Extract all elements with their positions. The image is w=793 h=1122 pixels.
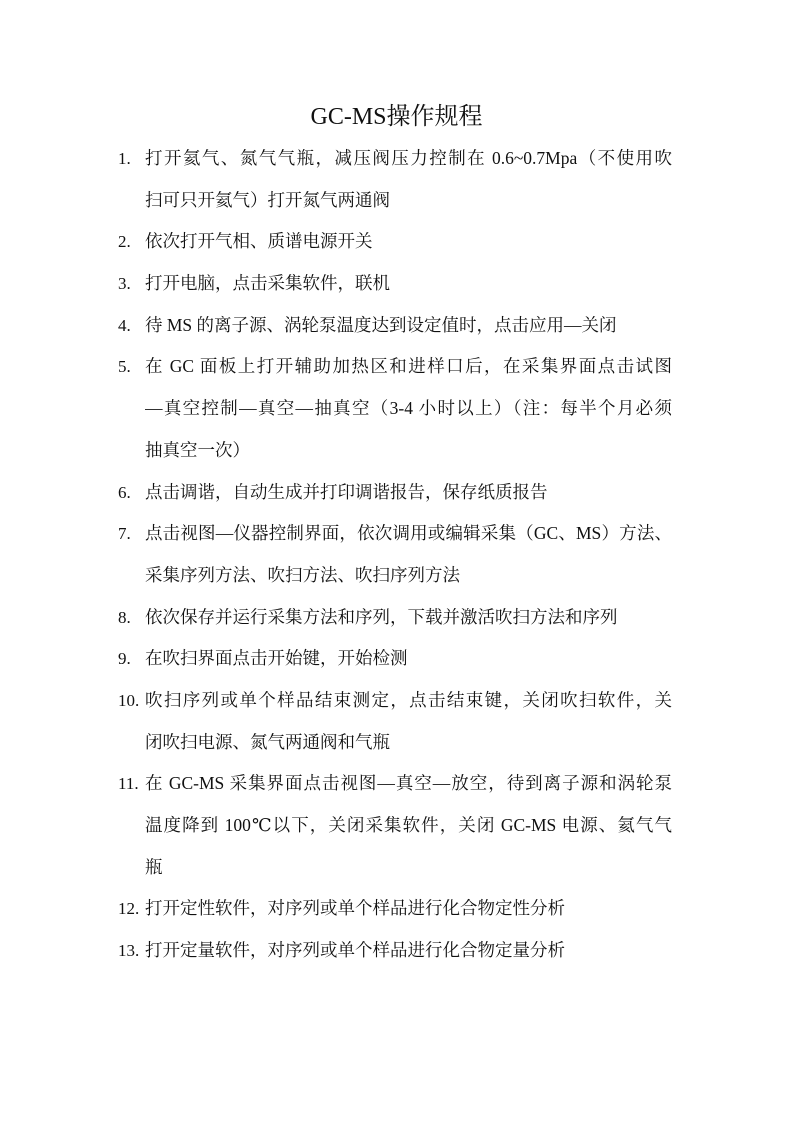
list-item: [118, 930, 674, 972]
list-item: [118, 138, 674, 221]
item-text-line: 扫可只开氦气）打开氮气两通阀: [145, 189, 390, 210]
item-text-line: 待 MS 的离子源、涡轮泵温度达到设定值时，点击应用—关闭: [145, 314, 617, 335]
procedure-list: [118, 138, 674, 972]
item-text-line: 温度降到 100℃以下，关闭采集软件，关闭 GC-MS 电源、氦气气: [145, 815, 672, 835]
item-text-line: 在吹扫界面点击开始键，开始检测: [145, 648, 408, 669]
item-number: 5.: [118, 357, 131, 377]
list-item: [118, 346, 674, 471]
list-item: [118, 597, 674, 639]
item-text-line: 打开定量软件，对序列或单个样品进行化合物定量分析: [145, 940, 565, 961]
list-item: [118, 888, 674, 930]
item-text-line: 在 GC 面板上打开辅助加热区和进样口后，在采集界面点击试图: [145, 356, 672, 377]
item-text-line: 依次保存并运行采集方法和序列，下载并激活吹扫方法和序列: [145, 606, 618, 627]
list-item: [118, 221, 674, 263]
item-text-line: —真空控制—真空—抽真空（3-4 小时以上）（注：每半个月必须: [145, 398, 672, 419]
item-text-line: 打开定性软件，对序列或单个样品进行化合物定性分析: [145, 898, 565, 919]
item-text-line: 采集序列方法、吹扫方法、吹扫序列方法: [145, 564, 460, 585]
list-item: [118, 763, 674, 888]
item-number: 7.: [118, 524, 131, 544]
item-number: 4.: [118, 315, 131, 335]
item-number: 11.: [118, 774, 139, 794]
item-number: 8.: [118, 607, 131, 627]
item-number: 3.: [118, 274, 131, 294]
item-text-line: 在 GC-MS 采集界面点击视图—真空—放空，待到离子源和涡轮泵: [145, 773, 672, 794]
item-text-line: 瓶: [145, 856, 163, 877]
item-number: 10.: [118, 690, 140, 710]
page-title: GC-MS操作规程: [310, 104, 483, 130]
list-item: [118, 305, 674, 347]
item-text-line: 抽真空一次）: [145, 439, 250, 460]
item-number: 13.: [118, 941, 140, 961]
item-number: 2.: [118, 232, 131, 252]
list-item: [118, 472, 674, 514]
list-item: [118, 513, 674, 596]
item-text-line: 依次打开气相、质谱电源开关: [145, 231, 373, 252]
item-text-line: 打开氦气、氮气气瓶，减压阀压力控制在 0.6~0.7Mpa（不使用吹: [145, 148, 672, 168]
list-item: [118, 638, 674, 680]
list-item: [118, 263, 674, 305]
list-item: [118, 680, 674, 763]
item-text-line: 点击调谐，自动生成并打印调谐报告，保存纸质报告: [145, 481, 548, 502]
item-text-line: 吹扫序列或单个样品结束测定，点击结束键，关闭吹扫软件，关: [145, 689, 672, 710]
item-text-line: 打开电脑，点击采集软件，联机: [145, 273, 390, 294]
item-text-line: 点击视图—仪器控制界面，依次调用或编辑采集（GC、MS）方法、: [145, 523, 672, 544]
item-number: 9.: [118, 649, 131, 669]
item-text-line: 闭吹扫电源、氮气两通阀和气瓶: [145, 731, 390, 752]
item-number: 12.: [118, 899, 140, 919]
item-number: 1.: [118, 149, 131, 168]
item-number: 6.: [118, 482, 131, 502]
